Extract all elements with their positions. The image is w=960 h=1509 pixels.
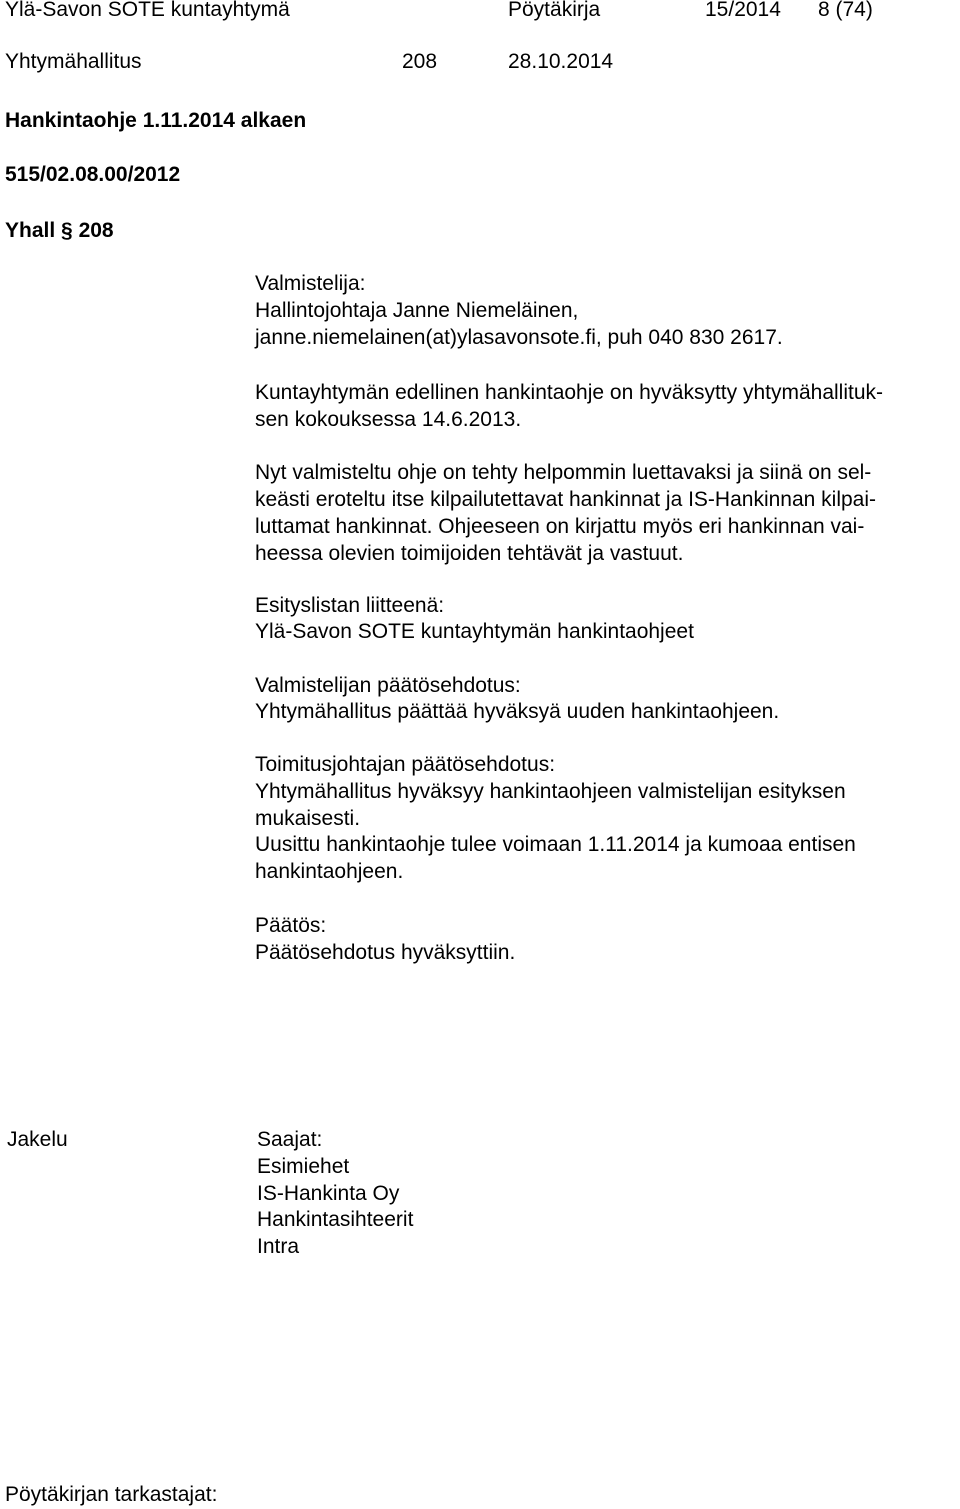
preparer-name: Hallintojohtaja Janne Niemeläinen, (255, 299, 579, 322)
recipient-item: IS-Hankinta Oy (257, 1182, 400, 1205)
governing-body: Yhtymähallitus (5, 50, 142, 73)
decision-value: Päätösehdotus hyväksyttiin. (255, 941, 516, 964)
recipient-item: Hankintasihteerit (257, 1208, 414, 1231)
paragraph-line: keästi eroteltu itse kilpailutettavat hankinnat ja IS-Hankinnan kilpai- (255, 488, 877, 511)
proposal-line: mukaisesti. (255, 806, 361, 830)
paragraph-line: heessa olevien toimijoiden tehtävät ja vastuut. (255, 542, 684, 565)
ceo-proposal-label: Toimitusjohtajan päätösehdotus: (255, 753, 556, 776)
proposal-line: Yhtymähallitus hyväksyy hankintaohjeen valmistelijan esityksen (255, 780, 846, 803)
paragraph-line: Nyt valmisteltu ohje on tehty helpommin luettavaksi ja siinä on sel- (255, 461, 872, 484)
preparer-contact: janne.niemelainen(at)ylasavonsote.fi, puh 040 830 2617. (255, 326, 783, 349)
distribution-label: Jakelu (7, 1128, 68, 1151)
section-reference-prefix: Yhall (5, 219, 56, 242)
recipient-item: Esimiehet (257, 1155, 350, 1178)
page-number: 8 (74) (818, 0, 873, 21)
section-number: 208 (402, 50, 438, 73)
meeting-date: 28.10.2014 (508, 50, 614, 73)
proposal-line: Uusittu hankintaohje tulee voimaan 1.11.2014 ja kumoaa entisen (255, 833, 856, 856)
preparer-proposal-label: Valmistelijan päätösehdotus: (255, 674, 521, 697)
diary-number: 515/02.08.00/2012 (5, 163, 181, 186)
recipient-item: Intra (257, 1235, 300, 1258)
section-reference (5, 218, 114, 244)
preparer-proposal-value: Yhtymähallitus päättää hyväksyä uuden hankintaohjeen. (255, 700, 780, 723)
section-reference-number: 208 (78, 219, 114, 242)
paragraph-line: luttamat hankinnat. Ohjeeseen on kirjattu myös eri hankinnan vai- (255, 515, 865, 538)
organization-name: Ylä-Savon SOTE kuntayhtymä (5, 0, 290, 21)
document-type: Pöytäkirja (508, 0, 601, 21)
preparer-label: Valmistelija: (255, 272, 366, 295)
section-symbol: § (61, 219, 73, 242)
paragraph-line: Kuntayhtymän edellinen hankintaohje on hyväksytty yhtymähallituk- (255, 381, 884, 404)
decision-label: Päätös: (255, 914, 327, 937)
paragraph-previous-guideline (255, 379, 945, 433)
paragraph-line: sen kokouksessa 14.6.2013. (255, 408, 522, 431)
case-title: Hankintaohje 1.11.2014 alkaen (5, 109, 307, 132)
proposal-line: hankintaohjeen. (255, 859, 404, 883)
attachment-label: Esityslistan liitteenä: (255, 594, 445, 617)
paragraph-new-guideline (255, 459, 945, 567)
attachment-value: Ylä-Savon SOTE kuntayhtymän hankintaohjeet (255, 620, 694, 643)
minutes-checkers-label: Pöytäkirjan tarkastajat: (5, 1483, 218, 1506)
recipients-label: Saajat: (257, 1128, 323, 1151)
ceo-proposal-text (255, 779, 945, 885)
document-number: 15/2014 (705, 0, 781, 21)
